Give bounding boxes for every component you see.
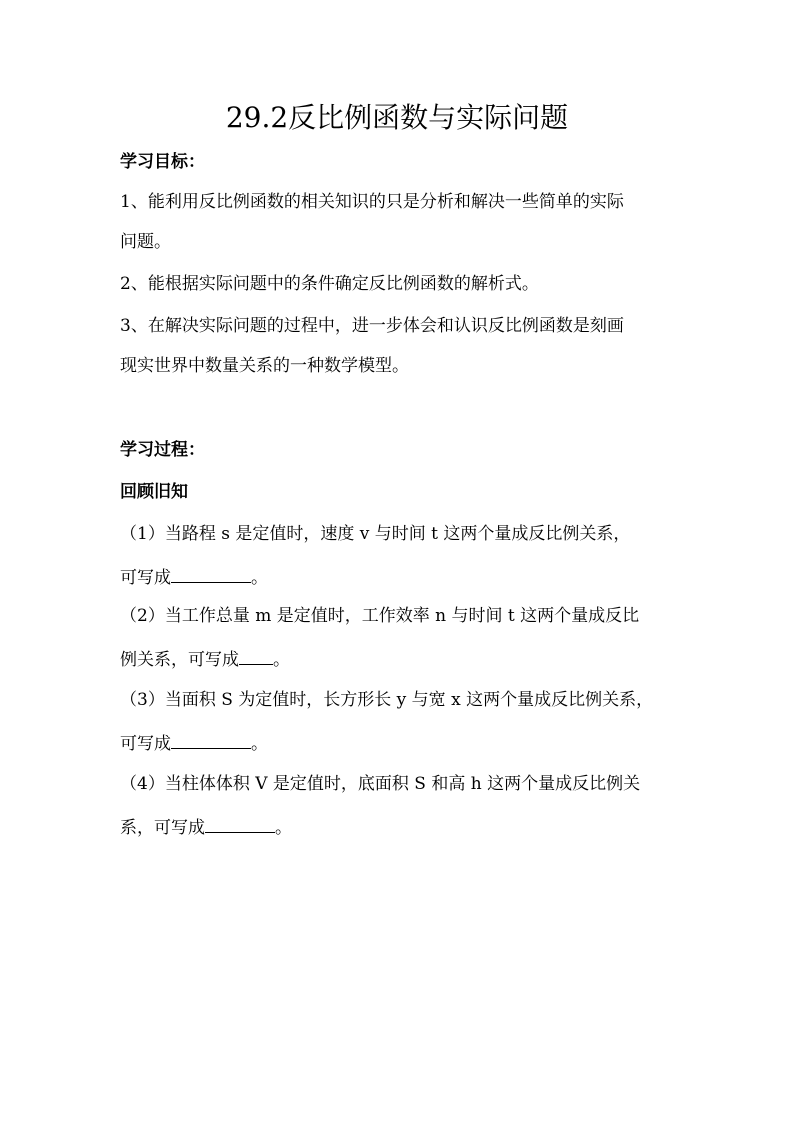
question-2-line-2: [120, 646, 680, 672]
question-4-period: 。: [275, 818, 292, 838]
answer-blank-3[interactable]: [171, 730, 251, 749]
question-4-line-1: （4）当柱体体积 V 是定值时，底面积 S 和高 h 这两个量成反比例关: [120, 774, 641, 794]
answer-blank-4[interactable]: [205, 814, 275, 833]
question-2-line-1: （2）当工作总量 m 是定值时，工作效率 n 与时间 t 这两个量成反比: [120, 606, 640, 626]
document-title: 29.2反比例函数与实际问题: [225, 101, 569, 134]
question-1-line-2: [120, 564, 680, 590]
objective-1-line-2: 问题。: [120, 232, 171, 252]
question-2-period: 。: [273, 650, 290, 670]
question-3-prefix: 可写成: [120, 734, 171, 754]
objective-2: 2、能根据实际问题中的条件确定反比例函数的解析式。: [120, 274, 539, 294]
answer-blank-2[interactable]: [239, 646, 273, 665]
objective-3-line-1: 3、在解决实际问题的过程中，进一步体会和认识反比例函数是刻画: [120, 316, 624, 336]
question-4-prefix: 系，可写成: [120, 818, 205, 838]
process-heading: 学习过程：: [120, 440, 205, 460]
question-3-line-1: （3）当面积 S 为定值时，长方形长 y 与宽 x 这两个量成反比例关系，: [120, 690, 654, 710]
question-1-period: 。: [251, 568, 268, 588]
question-3-period: 。: [251, 734, 268, 754]
question-1-line-1: （1）当路程 s 是定值时，速度 v 与时间 t 这两个量成反比例关系，: [120, 524, 631, 544]
question-3-line-2: [120, 730, 680, 756]
question-2-prefix: 例关系，可写成: [120, 650, 239, 670]
question-4-line-2: [120, 814, 680, 840]
objective-3-line-2: 现实世界中数量关系的一种数学模型。: [120, 356, 409, 376]
review-heading: 回顾旧知: [120, 482, 188, 502]
objectives-heading: 学习目标：: [120, 152, 205, 172]
question-1-prefix: 可写成: [120, 568, 171, 588]
answer-blank-1[interactable]: [171, 564, 251, 583]
objective-1-line-1: 1、能利用反比例函数的相关知识的只是分析和解决一些简单的实际: [120, 192, 624, 212]
